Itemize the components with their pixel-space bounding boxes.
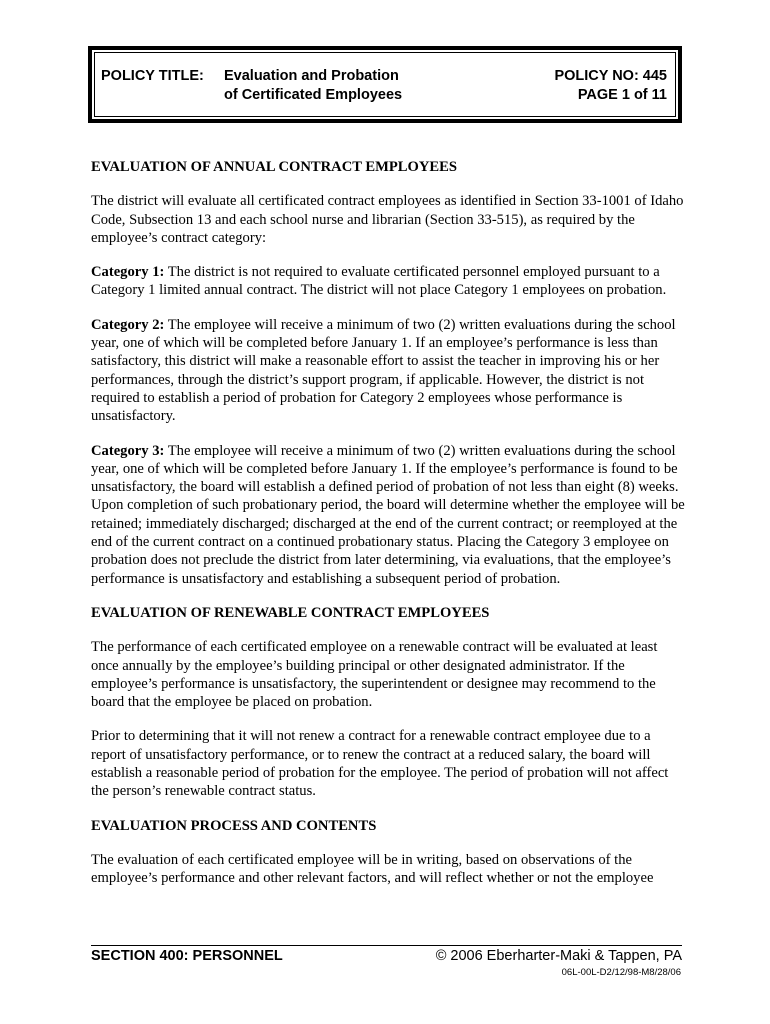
annual-intro-paragraph: The district will evaluate all certificated contract employees as identified in Section 33-1001 of Idaho Code, Subsection 13 and each school nurse and librarian (Section 33-515), as required by the employee’s contract category:: [91, 193, 684, 246]
footer-section-label: SECTION 400: PERSONNEL: [91, 948, 283, 964]
category-3-paragraph: [91, 442, 685, 588]
renewable-paragraph-2: Prior to determining that it will not renew a contract for a renewable contract employee due to a report of unsatisfactory performance, or to renew the contract at a reduced salary, the board will establish a reasonable period of probation for the employee. The period of probation will not affect the person’s renewable contract status.: [91, 728, 669, 800]
annual-contract-heading: EVALUATION OF ANNUAL CONTRACT EMPLOYEES: [91, 159, 457, 175]
category-2-paragraph: [91, 316, 685, 426]
category-1-paragraph: [91, 263, 685, 300]
policy-title-line1: Evaluation and Probation: [224, 68, 399, 84]
category-1-label: Category 1:: [91, 264, 165, 281]
renewable-paragraph-1: The performance of each certificated employee on a renewable contract will be evaluated at least once annually by the employee’s building principal or other designated administrator. If the employee’s performance is unsatisfactory, the superintendent or designee may recommend to the board that the employee be placed on probation.: [91, 639, 658, 711]
category-1-text: The district is not required to evaluate certificated personnel employed pursuant to a Category 1 limited annual contract. The district will not place Category 1 employees on probation.: [91, 264, 667, 299]
category-3-label: Category 3:: [91, 442, 165, 459]
policy-title-line2: of Certificated Employees: [224, 87, 403, 103]
policy-header-inner: [94, 52, 676, 117]
category-2-label: Category 2:: [91, 316, 165, 333]
process-paragraph-1: The evaluation of each certificated employee will be in writing, based on observations of the employee’s performance and other relevant factors, and will reflect whether or not the employee: [91, 851, 654, 887]
policy-number-block: [554, 67, 667, 105]
policy-header: [88, 46, 682, 123]
category-2-text: The employee will receive a minimum of two (2) written evaluations during the school year, one of which will be completed before January 1. If an employee’s performance is less than satisfactory, this district will make a reasonable effort to assist the teacher in improving his or her performances, through the district’s support program, if applicable. However, the district is not required to establish a period of probation for Category 2 employees whose performance is unsatisfactory.: [91, 316, 676, 425]
renewable-contract-heading: EVALUATION OF RENEWABLE CONTRACT EMPLOYEES: [91, 604, 490, 621]
policy-title-label: POLICY TITLE:: [101, 68, 204, 84]
footer-copyright: © 2006 Eberharter-Maki & Tappen, PA: [435, 948, 682, 964]
policy-title: [224, 67, 454, 105]
policy-number: POLICY NO: 445: [554, 68, 667, 84]
footer-revision-code: 06L-00L-D2/12/98-M8/28/06: [561, 967, 681, 978]
process-heading: EVALUATION PROCESS AND CONTENTS: [91, 817, 377, 834]
category-3-text: The employee will receive a minimum of two (2) written evaluations during the school year, one of which will be completed before January 1. If the employee’s performance is found to be unsatisfactory, the board will establish a defined period of probation of not less than eight (8) weeks. Upon completion of such probationary period, the board will determine whether the employee will be retained; immediately discharged; discharged at the end of the current contract; or reemployed at the end of the current contract on a continued probationary status. Placing the Category 3 employee on probation does not preclude the district from later determining, via evaluations, that the employee’s performance is unsatisfactory and establishing a subsequent period of probation.: [91, 442, 685, 587]
page-number: PAGE 1 of 11: [577, 87, 667, 103]
footer-divider: [91, 945, 682, 946]
document-body: [91, 158, 685, 904]
